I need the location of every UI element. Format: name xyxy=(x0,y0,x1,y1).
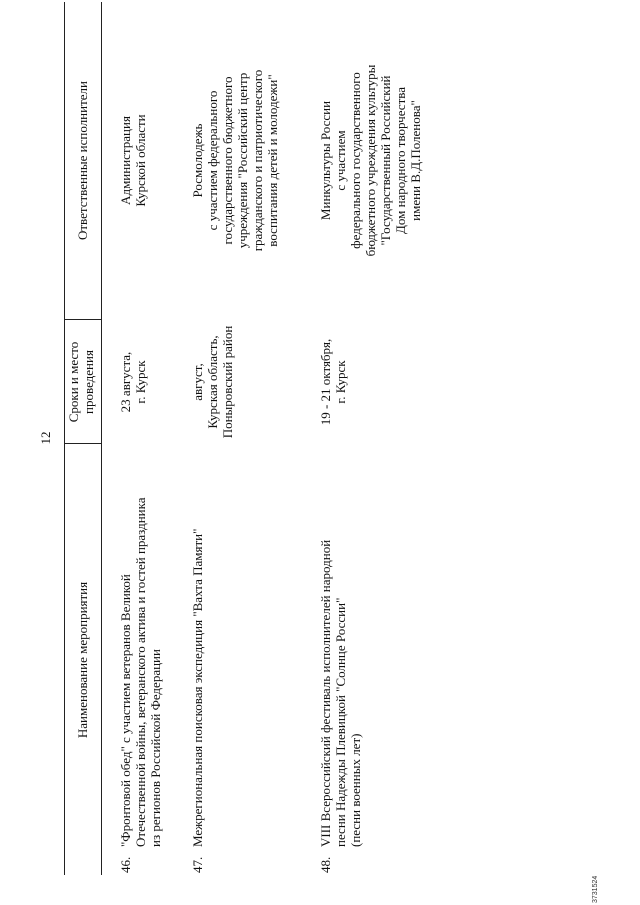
page-number: 12 xyxy=(38,431,53,445)
header-name: Наименование мероприятия xyxy=(75,581,90,739)
row-47-executors: Росмолодежь с участием федерального государственного бюджетного учреждения "Российский центр гражданского и патриотического воспитания детей и молодежи" xyxy=(190,69,280,252)
row-48-dates: 19 - 21 октября, г. Курск xyxy=(318,338,348,426)
row-46-name: "Фронтовой обед" с участием ветеранов Великой Отечественной войны, ветеранского актива и гостей праздника из регионов Российской Федерации xyxy=(118,497,163,847)
col-divider-dates-executors xyxy=(64,319,101,320)
table-top-border xyxy=(64,2,65,875)
row-48-executors: Минкультуры России с участием федерального государственного бюджетного учреждения культуры "Государственный Российский Дом народного творчества имени В.Д.Поленова" xyxy=(318,64,423,257)
row-47-name: Межрегиональная поисковая экспедиция "Вахта Памяти" xyxy=(190,528,205,847)
row-46-executors: Администрация Курской области xyxy=(118,114,148,207)
header-executors: Ответственные исполнители xyxy=(75,81,90,241)
row-47-dates: август, Курская область, Поныровский район xyxy=(190,325,235,439)
row-48-number: 48. xyxy=(318,856,333,873)
row-46-dates: 23 августа, г. Курск xyxy=(118,351,148,413)
col-divider-name-dates xyxy=(64,443,101,444)
row-47-number: 47. xyxy=(190,856,205,873)
document-code: 3731524 xyxy=(592,875,599,903)
row-48-name: VIII Всероссийский фестиваль исполнителей народной песни Надежды Плевицкой "Солнце России" (песни военных лет) xyxy=(318,539,363,847)
header-dates: Сроки и место проведения xyxy=(66,341,96,423)
table-header-bottom-border xyxy=(101,2,102,875)
row-46-number: 46. xyxy=(118,856,133,873)
